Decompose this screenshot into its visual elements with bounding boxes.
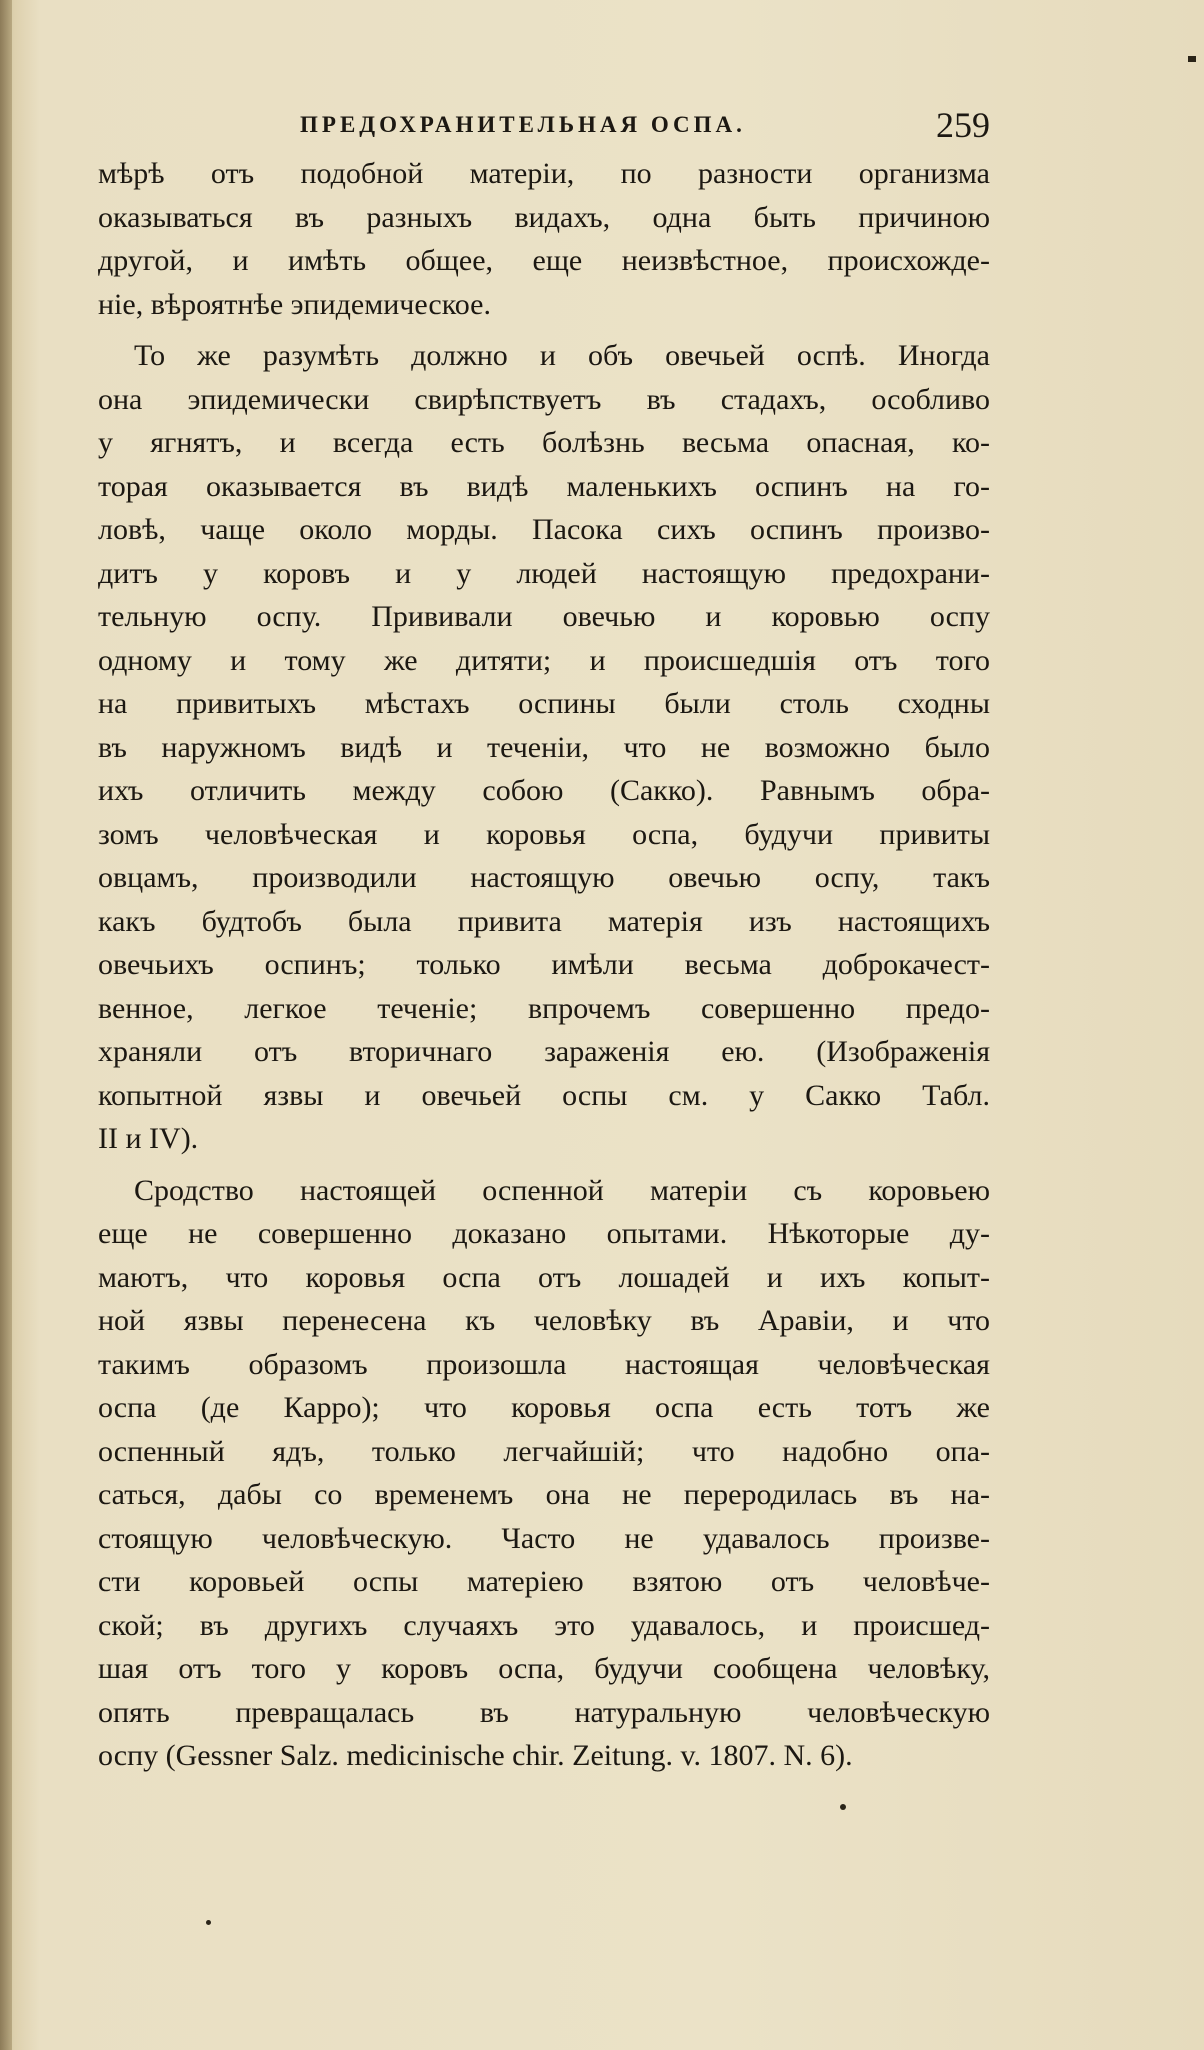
text-line: у ягнятъ, и всегда есть болѣзнь весьма опасная, ко- [98,426,990,459]
text-line: такимъ образомъ произошла настоящая человѣческая [98,1347,990,1381]
text-line: оспа (де Карро); что коровья оспа есть тотъ же [98,1391,990,1424]
text-line: опять превращалась въ натуральную человѣческую [98,1695,990,1729]
text-line: мѣрѣ отъ подобной матеріи, по разности организма [98,157,990,190]
text-line: ніе, вѣроятнѣе эпидемическое. [98,287,491,321]
text-line: овцамъ, производили настоящую овечью оспу, такъ [98,861,990,894]
text-line: шая отъ того у коровъ оспа, будучи сообщена человѣку, [98,1652,990,1685]
text-line: на привитыхъ мѣстахъ оспины были столь сходны [98,687,990,720]
text-line: какъ будтобъ была привита матерія изъ настоящихъ [98,904,990,938]
body-text [98,152,990,1778]
speck-mark [1188,56,1196,62]
text-line: еще не совершенно доказано опытами. Нѣкоторые ду- [98,1217,990,1250]
text-line: другой, и имѣть общее, еще неизвѣстное, происхожде- [98,244,990,277]
text-line: оспу (Gessner Salz. medicinische chir. Zeitung. v. 1807. N. 6). [98,1739,853,1772]
text-line: II и IV). [98,1122,199,1155]
text-line: саться, дабы со временемъ она не переродилась въ на- [98,1478,990,1511]
text-line: овечьихъ оспинъ; только имѣли весьма доброкачест- [98,948,990,981]
text-line: ихъ отличить между собою (Сакко). Равнымъ обра- [98,774,990,807]
running-title: ПРЕДОХРАНИТЕЛЬНАЯ ОСПА. [300,112,746,137]
text-line: въ наружномъ видѣ и теченіи, что не возможно было [98,730,990,764]
text-line: стоящую человѣческую. Часто не удавалось произве- [98,1521,990,1555]
paragraph-gap [98,326,990,334]
text-line: дитъ у коровъ и у людей настоящую предохрани- [98,556,990,590]
text-line: копытной язвы и овечьей оспы см. у Сакко Табл. [98,1078,990,1112]
speck-mark [840,1804,846,1810]
text-line: оспенный ядъ, только легчайшій; что надобно опа- [98,1434,990,1468]
text-line: одному и тому же дитяти; и происшедшія отъ того [98,643,990,677]
text-line: она эпидемически свирѣпствуетъ въ стадахъ, особливо [98,382,990,416]
text-line: Сродство настоящей оспенной матеріи съ коровьею [134,1173,990,1207]
text-line: То же разумѣть должно и объ овечьей оспѣ. Иногда [134,339,990,372]
text-line: маютъ, что коровья оспа отъ лошадей и ихъ копыт- [98,1260,990,1294]
text-line: оказываться въ разныхъ видахъ, одна быть причиною [98,200,990,234]
page-header [300,104,990,144]
text-line: тельную оспу. Прививали овечью и коровью оспу [98,600,990,633]
paragraph-gap [98,1161,990,1169]
text-line: ской; въ другихъ случаяхъ это удавалось, и происшед- [98,1608,990,1642]
text-line: ной язвы перенесена къ человѣку въ Аравіи, и что [98,1304,990,1337]
page-number: 259 [936,105,990,145]
text-line: ловѣ, чаще около морды. Пасока сихъ оспинъ произво- [98,513,990,546]
text-line: торая оказывается въ видѣ маленькихъ оспинъ на го- [98,469,990,503]
text-line: венное, легкое теченіе; впрочемъ совершенно предо- [98,991,990,1025]
text-line: сти коровьей оспы матеріею взятою отъ человѣче- [98,1565,990,1598]
speck-mark [206,1920,211,1925]
text-line: зомъ человѣческая и коровья оспа, будучи привиты [98,817,990,851]
text-line: храняли отъ вторичнаго зараженія ею. (Изображенія [98,1035,990,1068]
book-spine-shadow [0,0,12,2050]
